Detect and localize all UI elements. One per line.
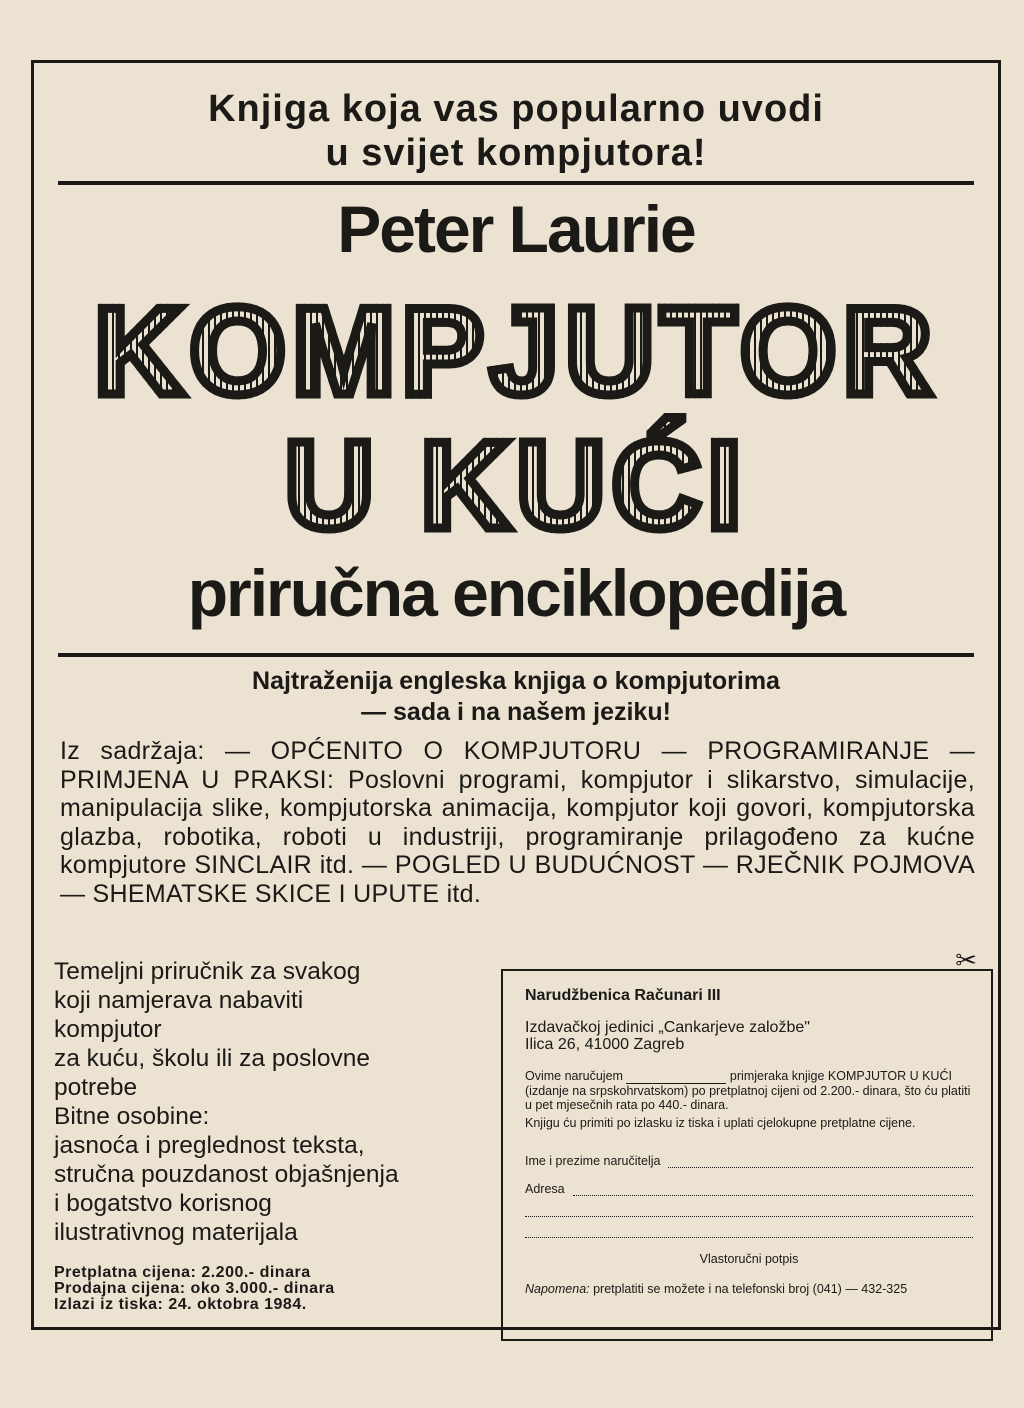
order-form[interactable] [501, 945, 993, 1341]
feature-line: koji namjerava nabaviti [54, 987, 304, 1014]
signature-input-line[interactable] [525, 1217, 973, 1238]
feature-line: i bogatstvo korisnog [54, 1190, 272, 1217]
signature-label: Vlastoručni potpis [699, 1252, 799, 1266]
feature-line: kompjutor [54, 1016, 162, 1043]
book-title-line-2: U KUĆI [34, 421, 998, 551]
address-input-line[interactable] [573, 1184, 973, 1196]
address-field[interactable] [525, 1182, 973, 1196]
intro-line-1: Najtraženija engleska knjiga o kompjutorima [252, 667, 780, 695]
intro-text [34, 666, 998, 728]
publisher-address [525, 1019, 973, 1053]
middle-divider [58, 653, 974, 657]
feature-line: Bitne osobine: [54, 1103, 210, 1130]
subscription-price: Pretplatna cijena: 2.200.- dinara [54, 1264, 311, 1281]
top-divider [58, 181, 974, 185]
order-prefix: Ovime naručujem [525, 1069, 623, 1083]
book-subtitle: priručna enciklopedija [187, 556, 845, 630]
author-name: Peter Laurie [337, 192, 695, 266]
name-input-line[interactable] [668, 1156, 973, 1168]
note-text: pretplatiti se možete i na telefonski broj (041) — 432-325 [593, 1282, 908, 1296]
contents-paragraph: Iz sadržaja: — OPĆENITO O KOMPJUTORU — PROGRAMIRANJE — PRIMJENA U PRAKSI: Poslovni programi, kompjutor i slikarstvo, simulacije, manipulacija slike, kompjutorska animacija, kompjutor koji govori, kompjutorska glazba, robotika, roboti u industriji, programiranje prilagođeno za kućne kompjutore SINCLAIR itd. — POGLED U BUDUĆNOST — RJEČNIK POJMOVA — SHEMATSKE SKICE I UPUTE itd. [60, 737, 975, 908]
address-input-line-2[interactable] [525, 1196, 973, 1217]
tagline [34, 87, 998, 175]
features-list [54, 957, 484, 1247]
order-form-title: Narudžbenica Računari III [525, 987, 721, 1004]
order-note [525, 1282, 973, 1296]
address-line-1: Izdavačkoj jedinici „Cankarjeve založbe" [525, 1019, 810, 1036]
feature-line: jasnoća i preglednost teksta, [54, 1132, 365, 1159]
address-line-2: Ilica 26, 41000 Zagreb [525, 1036, 685, 1053]
book-title-line-1: KOMPJUTOR [34, 287, 998, 417]
feature-line: za kuću, školu ili za poslovne [54, 1045, 370, 1072]
feature-line: Temeljni priručnik za svakog [54, 958, 361, 985]
retail-price: Prodajna cijena: oko 3.000.- dinara [54, 1280, 335, 1297]
address-label: Adresa [525, 1182, 565, 1196]
feature-line: stručna pouzdanost objašnjenja [54, 1161, 399, 1188]
intro-line-2: — sada i na našem jeziku! [361, 698, 671, 726]
scissors-icon: ✂ [955, 945, 977, 975]
tagline-line-1: Knjiga koja vas popularno uvodi [208, 88, 824, 130]
feature-line: potrebe [54, 1074, 138, 1101]
order-statement [525, 1069, 973, 1112]
price-info [54, 1265, 335, 1313]
order-text: primjeraka knjige KOMPJUTOR U KUĆI (izdanje na srpskohrvatskom) po pretplatnoj cijeni od 2.200.- dinara, što ću platiti u pet mjesečnih rata po 440.- dinara. [525, 1069, 971, 1112]
note-label: Napomena: [525, 1282, 590, 1296]
name-label: Ime i prezime naručitelja [525, 1154, 661, 1168]
advertisement-frame [31, 60, 1001, 1330]
tagline-line-2: u svijet kompjutora! [325, 132, 707, 174]
delivery-statement: Knjigu ću primiti po izlasku iz tiska i uplati cjelokupne pretplatne cijene. [525, 1116, 916, 1130]
feature-line: ilustrativnog materijala [54, 1219, 298, 1246]
name-field[interactable] [525, 1154, 973, 1168]
release-date: Izlazi iz tiska: 24. oktobra 1984. [54, 1296, 307, 1313]
quantity-field[interactable] [626, 1069, 726, 1084]
